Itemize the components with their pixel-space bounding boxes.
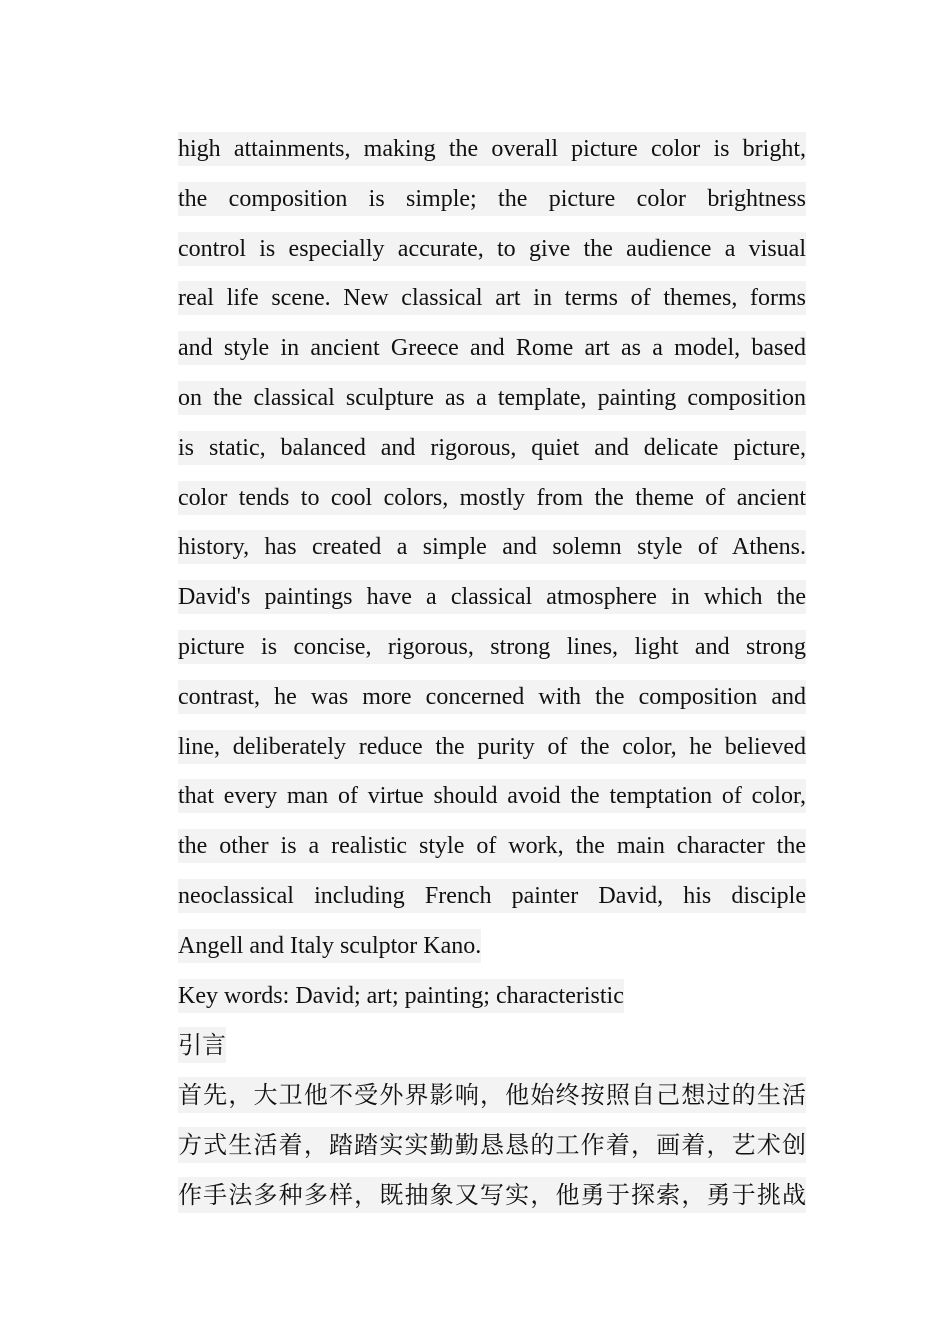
text-line: [178, 274, 806, 324]
cn-text-line: [178, 1071, 806, 1121]
text-line-content: the composition is simple; the picture color brightness: [178, 182, 806, 216]
section-heading-text: 引言: [178, 1027, 226, 1063]
keywords-line: [178, 972, 806, 1022]
text-line: [178, 822, 806, 872]
text-line: [178, 772, 806, 822]
text-line: [178, 573, 806, 623]
text-line-content: color tends to cool colors, mostly from the theme of ancient: [178, 481, 806, 515]
text-line-content: on the classical sculpture as a template, painting composition: [178, 381, 806, 415]
text-line: [178, 424, 806, 474]
text-line-content: control is especially accurate, to give the audience a visual: [178, 232, 806, 266]
keywords-text: Key words: David; art; painting; characteristic: [178, 979, 624, 1013]
text-line-content: is static, balanced and rigorous, quiet and delicate picture,: [178, 431, 806, 465]
section-heading: [178, 1021, 806, 1071]
text-line-content: picture is concise, rigorous, strong lines, light and strong: [178, 630, 806, 664]
cn-text-line-content: 作手法多种多样，既抽象又写实，他勇于探索，勇于挑战: [178, 1177, 806, 1213]
cn-text-line: [178, 1121, 806, 1171]
text-line-content: neoclassical including French painter David, his disciple: [178, 879, 806, 913]
text-line: [178, 523, 806, 573]
cn-text-line-content: 首先，大卫他不受外界影响，他始终按照自己想过的生活: [178, 1077, 806, 1113]
text-line: [178, 175, 806, 225]
text-line-content: David's paintings have a classical atmosphere in which the: [178, 580, 806, 614]
text-line-content: that every man of virtue should avoid the temptation of color,: [178, 779, 806, 813]
cn-text-line: [178, 1171, 806, 1221]
text-line: [178, 125, 806, 175]
text-line-content: history, has created a simple and solemn style of Athens.: [178, 530, 806, 564]
text-line-content: real life scene. New classical art in terms of themes, forms: [178, 281, 806, 315]
text-line: [178, 225, 806, 275]
text-line-content: and style in ancient Greece and Rome art as a model, based: [178, 331, 806, 365]
text-line: [178, 474, 806, 524]
text-line-content: contrast, he was more concerned with the composition and: [178, 680, 806, 714]
text-line-last: [178, 922, 806, 972]
text-line: [178, 673, 806, 723]
text-line-content: high attainments, making the overall picture color is bright,: [178, 132, 806, 166]
text-line-content: line, deliberately reduce the purity of the color, he believed: [178, 730, 806, 764]
text-line: [178, 324, 806, 374]
text-line: [178, 623, 806, 673]
text-line: [178, 374, 806, 424]
text-line: [178, 723, 806, 773]
text-line: [178, 872, 806, 922]
cn-text-line-content: 方式生活着，踏踏实实勤勤恳恳的工作着，画着，艺术创: [178, 1127, 806, 1163]
body-text: [178, 125, 806, 1221]
text-line-content: Angell and Italy sculptor Kano.: [178, 929, 481, 963]
text-line-content: the other is a realistic style of work, the main character the: [178, 829, 806, 863]
